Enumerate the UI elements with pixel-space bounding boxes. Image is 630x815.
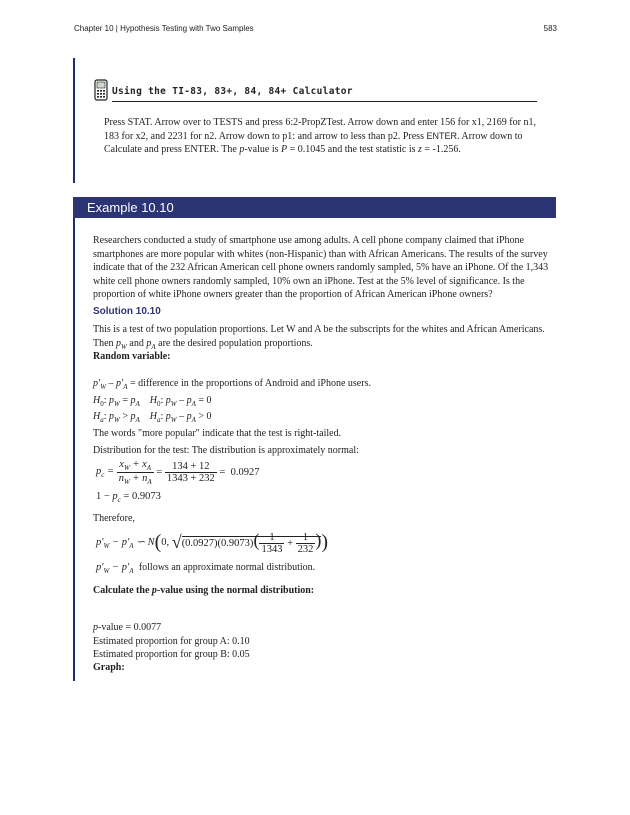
null-hypothesis: $H_0$: $p_W = p_A$ $H_0$: $p_W - p_A = 0$: [93, 395, 212, 408]
graph-heading: Graph:: [93, 662, 125, 673]
complement-proportion: $1 - p_c = 0.9073$: [96, 491, 161, 505]
approx-normal-note: $p'_W - p'_A$ follows an approximate normal distribution.: [96, 562, 316, 576]
calculator-title-rule: [112, 101, 537, 102]
chapter-header: Chapter 10 | Hypothesis Testing with Two Samples: [74, 24, 254, 33]
solution-label: Solution 10.10: [93, 306, 161, 317]
example-border: [73, 218, 75, 681]
example-label: Example 10.10: [87, 200, 174, 215]
solution-intro: This is a test of two population proportions. Let W and A be the subscripts for the whites and African Americans. Then $p_W$ and $p_A$ are the desired population proportions.: [93, 324, 545, 351]
example-problem: Researchers conducted a study of smartphone use among adults. A cell phone company claimed that iPhone smartphones are more popular with whites (non-Hispanic) than with African Americans. The results of the survey indicate that of the 232 African American cell phone owners randomly sampled, 5% have an iPhone. Of the 1,343 white cell phone owners randomly sampled, 10% own an iPhone. Test at the 5% level of significance. Is the proportion of white iPhone owners greater than the proportion of African American iPhone owners?: [93, 235, 549, 300]
random-variable-definition: $p'_W - p'_A$ = difference in the proportions of Android and iPhone users.: [93, 378, 371, 391]
calculator-box-title: Using the TI-83, 83+, 84, 84+ Calculator: [112, 86, 353, 97]
page-number: 583: [543, 24, 557, 33]
pooled-proportion-formula: $p_c$ = $\frac{x_W + x_A}{n_W + n_A}$ = $\frac{134 + 12}{1343 + 232}$ = 0.0927: [96, 459, 260, 487]
distribution-line: Distribution for the test: The distribution is approximately normal:: [93, 445, 359, 456]
sampling-distribution-formula: $p'_W - p'_A$ ∽ N(0, √(0.0927)(0.9073)( $\frac{1}{1343}$ + $\frac{1}{232}$ )): [96, 530, 329, 556]
calc-pvalue-heading: Calculate the p-value using the normal distribution:: [93, 585, 315, 596]
example-banner: [73, 197, 556, 218]
calculator-box-border: [73, 58, 75, 183]
calculator-icon: [94, 79, 108, 106]
therefore-label: Therefore,: [93, 513, 135, 524]
calculator-instructions: Press STAT. Arrow over to TESTS and press 6:2-PropZTest. Arrow down and enter 156 for x1, 2169 for n1, 183 for x2, and 2231 for n2. Arrow down to p1: and arrow to less than p2. Press ENTER. Arrow down to Calculate and press ENTER. The p-value is P = 0.1045 and the test statistic is z = -1.256.: [104, 117, 536, 155]
random-variable-heading: Random variable:: [93, 351, 171, 362]
alternative-hypothesis: $H_a$: $p_W > p_A$ $H_a$: $p_W - p_A > 0$: [93, 411, 212, 424]
pvalue-result: p-value = 0.0077 Estimated proportion for group A: 0.10 Estimated proportion for group B: 0.05: [93, 622, 250, 660]
right-tailed-note: The words "more popular" indicate that the test is right-tailed.: [93, 428, 342, 439]
